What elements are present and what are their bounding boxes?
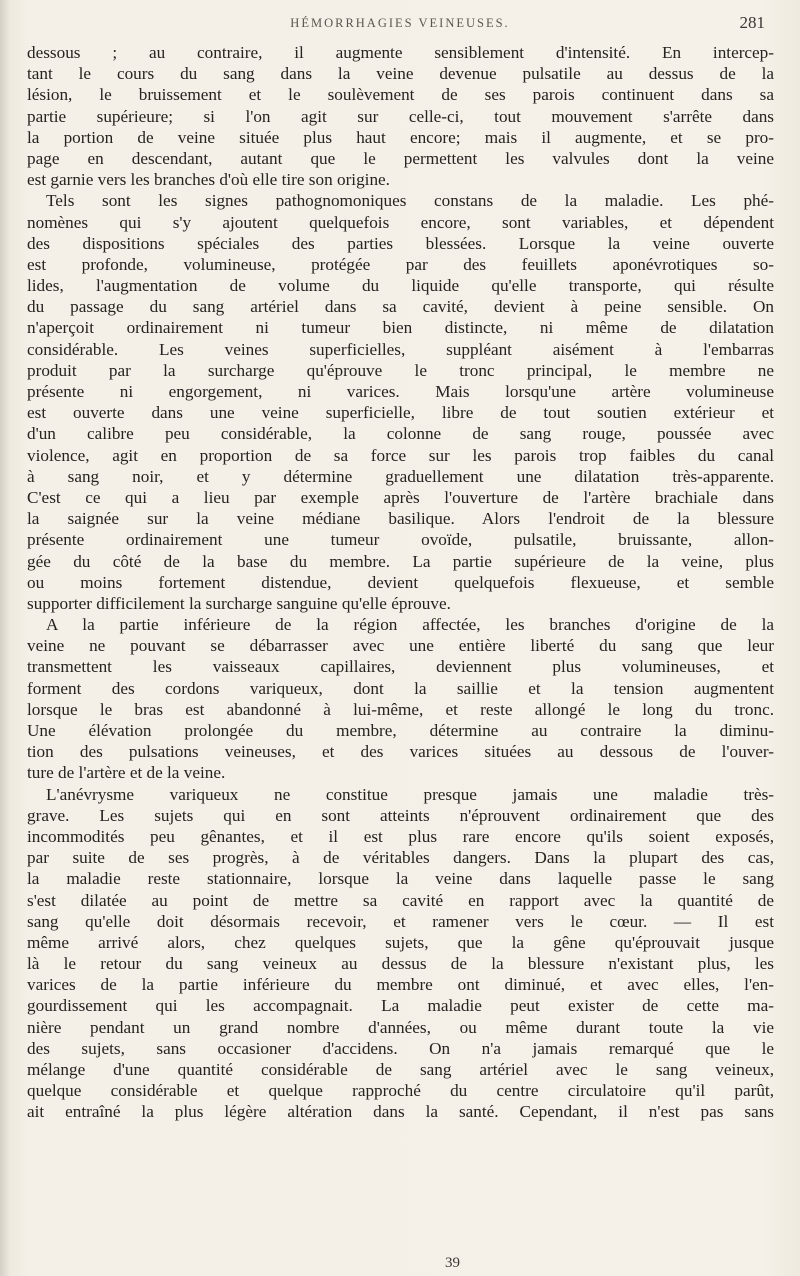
text-line: quelque considérable et quelque rapproché du centre circulatoire qu'il parût, <box>27 1081 774 1101</box>
text-line: ait entraîné la plus légère altération dans la santé. Cependant, il n'est pas sans <box>27 1102 774 1122</box>
text-line: forment des cordons variqueux, dont la saillie et la tension augmentent <box>27 678 774 698</box>
signature-mark: 39 <box>445 1255 460 1271</box>
text-line: ture de l'artère et de la veine. <box>27 763 226 783</box>
page-number: 281 <box>739 13 765 32</box>
text-line: page en descendant, autant que le permettent les valvules dont la veine <box>27 148 774 168</box>
text-line: C'est ce qui a lieu par exemple après l'ouverture de l'artère brachiale dans <box>27 487 774 507</box>
text-line: supporter difficilement la surcharge sanguine qu'elle éprouve. <box>27 593 451 613</box>
text-line: à sang noir, et y détermine graduellement une dilatation très-apparente. <box>27 466 774 486</box>
text-line: incommodités peu gênantes, et il est plus rare encore qu'ils soient exposés, <box>27 826 774 846</box>
text-line: là le retour du sang veineux au dessus de la blessure n'existant plus, les <box>27 954 774 974</box>
text-line: gourdissement qui les accompagnait. La maladie peut exister de cette ma- <box>27 996 774 1016</box>
text-line: par suite de ses progrès, à de véritables dangers. Dans la plupart des cas, <box>27 848 774 868</box>
text-line: violence, agit en proportion de sa force sur les parois trop faibles du canal <box>27 445 774 465</box>
text-line: est ouverte dans une veine superficielle, libre de tout soutien extérieur et <box>27 403 774 423</box>
text-line: tion des pulsations veineuses, et des varices situées au dessous de l'ouver- <box>27 742 774 762</box>
text-line: du passage du sang artériel dans sa cavité, devient à peine sensible. On <box>27 297 774 317</box>
text-line: des sujets, sans occasioner d'accidens. On n'a jamais remarqué que le <box>27 1038 774 1058</box>
text-line: tant le cours du sang dans la veine devenue pulsatile au dessus de la <box>27 64 774 84</box>
text-line: considérable. Les veines superficielles, suppléant aisément à l'embarras <box>27 339 774 359</box>
text-line: grave. Les sujets qui en sont atteints n'éprouvent ordinairement que des <box>27 805 774 825</box>
page-header <box>0 13 800 40</box>
text-line: lorsque le bras est abandonné à lui-même, et reste allongé le long du tronc. <box>27 699 774 719</box>
text-line: la portion de veine située plus haut encore; mais il augmente, et se pro- <box>27 127 774 147</box>
text-line: nière pendant un grand nombre d'années, ou même durant toute la vie <box>27 1017 774 1037</box>
text-line: sang qu'elle doit désormais recevoir, et ramener vers le cœur. — Il est <box>27 911 774 931</box>
text-line: présente ordinairement une tumeur ovoïde, pulsatile, bruissante, allon- <box>27 530 774 550</box>
text-line: la maladie reste stationnaire, lorsque la veine dans laquelle passe le sang <box>27 869 774 889</box>
text-line: même arrivé alors, chez quelques sujets, que la gêne qu'éprouvait jusque <box>27 932 774 952</box>
text-line: Une élévation prolongée du membre, détermine au contraire la diminu- <box>27 721 774 740</box>
text-line: des dispositions spéciales des parties blessées. Lorsque la veine ouverte <box>27 233 774 253</box>
running-head: HÉMORRHAGIES VEINEUSES. <box>290 16 510 30</box>
text-line: nomènes qui s'y ajoutent quelquefois encore, sont variables, et dépendent <box>27 212 774 232</box>
text-line: A la partie inférieure de la région affectée, les branches d'origine de la <box>46 615 774 635</box>
text-line: produit par la surcharge qu'éprouve le tronc principal, le membre ne <box>27 360 774 380</box>
text-line: veine ne pouvant se débarrasser avec une entière liberté du sang que leur <box>27 636 774 656</box>
text-line: la saignée sur la veine médiane basilique. Alors l'endroit de la blessure <box>27 509 774 529</box>
text-line: dessous ; au contraire, il augmente sensiblement d'intensité. En intercep- <box>27 43 774 62</box>
text-line: transmettent les vaisseaux capillaires, deviennent plus volumineuses, et <box>27 657 774 677</box>
text-line: présente ni engorgement, ni varices. Mais lorsqu'une artère volumineuse <box>27 382 774 401</box>
text-line: lides, l'augmentation de volume du liquide qu'elle transporte, qui résulte <box>27 276 774 296</box>
text-line: n'aperçoit ordinairement ni tumeur bien distincte, ni même de dilatation <box>27 318 774 338</box>
text-line: est garnie vers les branches d'où elle tire son origine. <box>27 170 390 190</box>
text-line: L'anévrysme variqueux ne constitue presque jamais une maladie très- <box>46 784 774 804</box>
text-line: mélange d'une quantité considérable de sang artériel avec le sang veineux, <box>27 1060 774 1079</box>
text-line: varices de la partie inférieure du membre ont diminué, et avec elles, l'en- <box>27 975 774 995</box>
body-text <box>0 42 800 1123</box>
text-line: d'un calibre peu considérable, la colonne de sang rouge, poussée avec <box>27 424 774 444</box>
text-line: ou moins fortement distendue, devient quelquefois flexueuse, et semble <box>27 572 774 592</box>
text-line: lésion, le bruissement et le soulèvement de ses parois continuent dans sa <box>27 85 774 105</box>
text-line: gée du côté de la base du membre. La partie supérieure de la veine, plus <box>27 551 774 571</box>
text-line: est profonde, volumineuse, protégée par des feuillets aponévrotiques so- <box>27 254 774 274</box>
text-line: Tels sont les signes pathognomoniques constans de la maladie. Les phé- <box>46 191 774 211</box>
text-line: partie supérieure; si l'on agit sur celle-ci, tout mouvement s'arrête dans <box>27 106 774 126</box>
text-line: s'est dilatée au point de mettre sa cavité en rapport avec la quantité de <box>27 890 774 910</box>
